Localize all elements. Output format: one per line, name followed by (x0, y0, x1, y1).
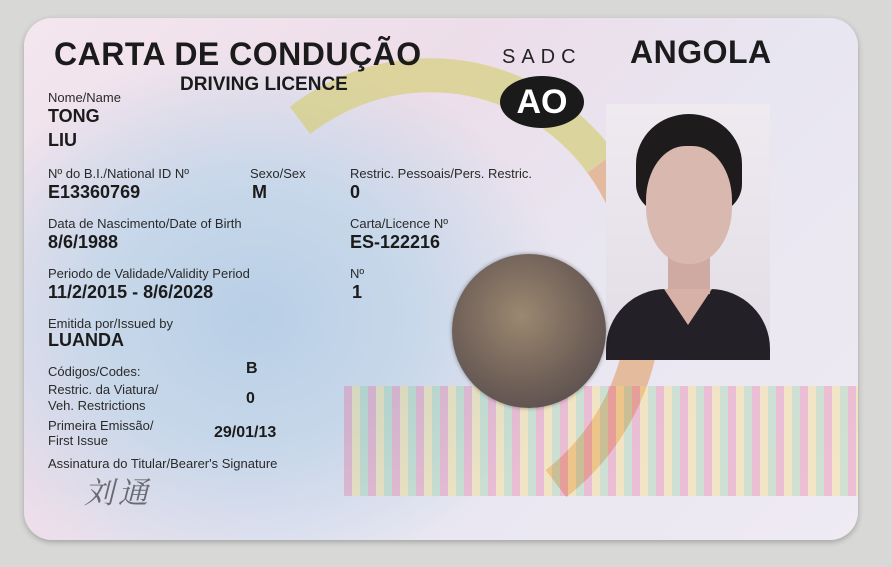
card-subtitle: DRIVING LICENCE (180, 74, 348, 95)
dob-label: Data de Nascimento/Date of Birth (48, 216, 242, 231)
sex-label: Sexo/Sex (250, 166, 306, 181)
number-label: Nº (350, 266, 365, 281)
surname-value: TONG (48, 106, 100, 126)
sex-value: M (252, 182, 267, 202)
country-code-badge: AO (500, 76, 584, 128)
bearer-signature: 刘通 (84, 476, 152, 511)
national-id-value: E13360769 (48, 182, 141, 202)
signature-label: Assinatura do Titular/Bearer's Signature (48, 456, 278, 471)
licence-value: ES-122216 (350, 232, 441, 252)
holder-photo (606, 104, 770, 360)
validity-value: 11/2/2015 - 8/6/2028 (48, 282, 214, 302)
vehicle-restrictions-label-2: Veh. Restrictions (48, 398, 146, 413)
issued-label: Emitida por/Issued by (48, 316, 174, 331)
card-title: CARTA DE CONDUÇÃO (54, 36, 422, 72)
name-label: Nome/Name (48, 90, 121, 105)
dob-value: 8/6/1988 (48, 232, 119, 252)
codes-value: B (246, 360, 258, 377)
issued-value: LUANDA (48, 330, 124, 350)
restrictions-label: Restric. Pessoais/Pers. Restric. (350, 166, 533, 181)
security-band-pattern (344, 386, 858, 496)
validity-label: Periodo de Validade/Validity Period (48, 266, 250, 281)
licence-label: Carta/Licence Nº (350, 216, 448, 231)
first-issue-value: 29/01/13 (214, 424, 277, 441)
restrictions-value: 0 (350, 182, 361, 202)
given-name-value: LIU (48, 130, 77, 150)
driving-licence-card (24, 18, 858, 540)
vehicle-restrictions-value: 0 (246, 390, 255, 407)
number-value: 1 (352, 282, 363, 302)
hologram-seal (452, 254, 606, 408)
national-id-label: Nº do B.I./National ID Nº (48, 166, 189, 181)
vehicle-restrictions-label-1: Restric. da Viatura/ (48, 382, 159, 397)
country-name: ANGOLA (630, 34, 772, 70)
first-issue-label-1: Primeira Emissão/ (48, 418, 154, 433)
first-issue-label-2: First Issue (48, 433, 108, 448)
sadc-label: SADC (502, 46, 582, 68)
codes-label: Códigos/Codes: (48, 364, 141, 379)
